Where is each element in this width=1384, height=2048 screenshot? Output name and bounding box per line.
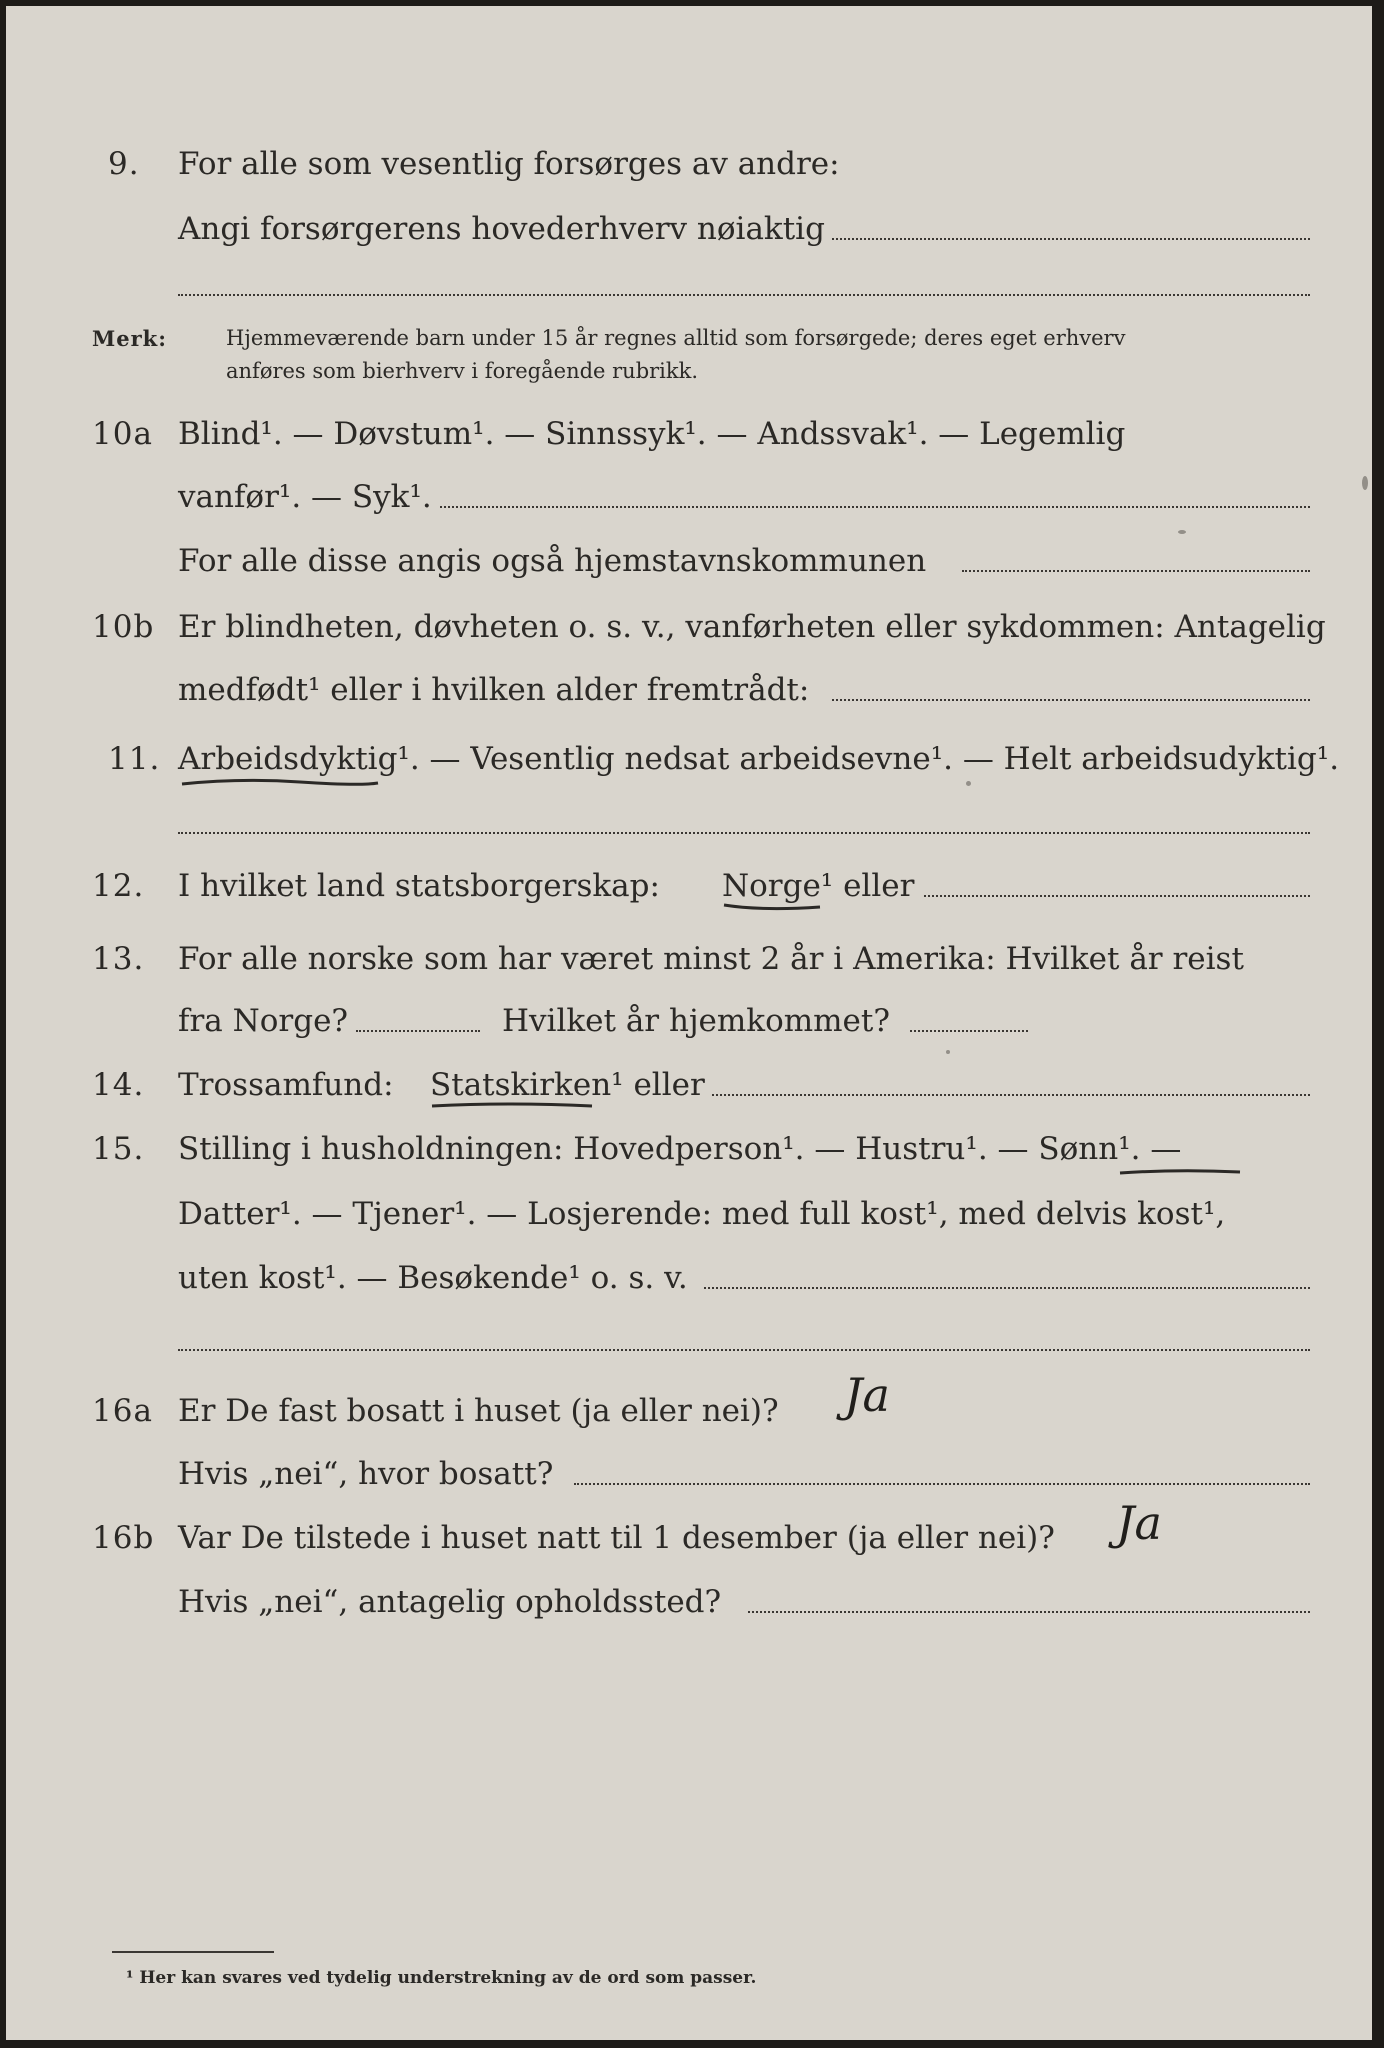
item-11-number: 11. — [108, 741, 161, 777]
item-13-emigrated-label: fra Norge? — [178, 1003, 349, 1039]
item-11-second-line[interactable] — [178, 832, 1310, 834]
item-12-answer-underline — [722, 901, 822, 915]
item-10a-line-3: For alle disse angis også hjemstavnskommunen — [178, 543, 927, 579]
item-12-option-norway: Norge¹ eller — [722, 868, 915, 904]
item-12-country-field[interactable] — [924, 895, 1310, 897]
item-10a-condition-field[interactable] — [440, 506, 1310, 508]
item-16b-number: 16b — [92, 1520, 155, 1556]
item-15-position-field[interactable] — [704, 1287, 1310, 1289]
item-9-provider-field[interactable] — [832, 238, 1310, 240]
item-9-second-line[interactable] — [178, 294, 1310, 296]
note-label: Merk: — [92, 326, 167, 351]
item-11-options: Arbeidsdyktig¹. — Vesentlig nedsat arbeidsevne¹. — Helt arbeidsudyktig¹. — [178, 741, 1340, 777]
item-16b-question: Var De tilstede i huset natt til 1 desember (ja eller nei)? — [178, 1520, 1055, 1556]
note-line-2: anføres som bierhverv i foregående rubrikk. — [226, 359, 699, 383]
item-13-line-1: For alle norske som har været minst 2 år i Amerika: Hvilket år reist — [178, 941, 1244, 977]
item-14-option-state-church: Statskirken¹ eller — [430, 1067, 705, 1103]
item-10b-line-2: medfødt¹ eller i hvilken alder fremtrådt: — [178, 672, 810, 708]
item-13-returned-year-field[interactable] — [910, 1030, 1028, 1032]
item-16b-whereabouts-field[interactable] — [748, 1611, 1310, 1613]
item-14-number: 14. — [92, 1067, 145, 1103]
paper-speck — [1362, 476, 1368, 490]
item-10a-number: 10a — [92, 416, 153, 452]
footnote: ¹ Her kan svares ved tydelig understrekning av de ord som passer. — [126, 1968, 757, 1988]
item-14-denomination-field[interactable] — [712, 1094, 1310, 1096]
item-16b-followup: Hvis „nei“, antagelig opholdssted? — [178, 1584, 722, 1620]
item-16b-handwritten-answer: Ja — [1116, 1496, 1162, 1550]
item-16a-followup: Hvis „nei“, hvor bosatt? — [178, 1456, 554, 1492]
item-9-question: For alle som vesentlig forsørges av andre: — [178, 146, 840, 182]
item-15-line-1: Stilling i husholdningen: Hovedperson¹. — Hustru¹. — Sønn¹. — — [178, 1131, 1182, 1167]
item-12-question: I hvilket land statsborgerskap: — [178, 868, 660, 904]
item-15-line-3: uten kost¹. — Besøkende¹ o. s. v. — [178, 1260, 688, 1296]
item-14-label: Trossamfund: — [178, 1067, 394, 1103]
item-13-number: 13. — [92, 941, 145, 977]
item-13-emigrated-year-field[interactable] — [356, 1030, 480, 1032]
paper-speck — [966, 781, 971, 786]
note-line-1: Hjemmeværende barn under 15 år regnes alltid som forsørgede; deres eget erhverv — [226, 326, 1126, 350]
item-10b-line-1: Er blindheten, døvheten o. s. v., vanførheten eller sykdommen: Antagelig — [178, 609, 1326, 645]
item-15-line-2: Datter¹. — Tjener¹. — Losjerende: med full kost¹, med delvis kost¹, — [178, 1196, 1226, 1232]
item-9-provider-label: Angi forsørgerens hovederhverv nøiaktig — [178, 211, 825, 247]
item-10a-line-1: Blind¹. — Døvstum¹. — Sinnssyk¹. — Andssvak¹. — Legemlig — [178, 416, 1126, 452]
item-10b-number: 10b — [92, 609, 155, 645]
item-16a-number: 16a — [92, 1393, 153, 1429]
paper-speck — [1178, 530, 1186, 534]
item-14-answer-underline — [430, 1100, 594, 1114]
item-12-number: 12. — [92, 868, 145, 904]
item-16a-residence-field[interactable] — [574, 1483, 1310, 1485]
item-15-second-line[interactable] — [178, 1349, 1310, 1351]
item-15-answer-underline — [1118, 1166, 1242, 1180]
item-16a-question: Er De fast bosatt i huset (ja eller nei)? — [178, 1393, 779, 1429]
census-form-page — [6, 6, 1372, 2040]
item-10a-home-municipality-field[interactable] — [962, 570, 1310, 572]
item-13-returned-label: Hvilket år hjemkommet? — [502, 1003, 890, 1039]
item-10a-line-2: vanfør¹. — Syk¹. — [178, 479, 432, 515]
item-15-number: 15. — [92, 1131, 145, 1167]
item-16a-handwritten-answer: Ja — [844, 1368, 890, 1422]
item-11-answer-underline — [180, 776, 380, 790]
paper-speck — [946, 1050, 950, 1054]
item-9-number: 9. — [108, 146, 140, 182]
footnote-divider — [112, 1951, 274, 1953]
item-10b-onset-field[interactable] — [832, 699, 1310, 701]
